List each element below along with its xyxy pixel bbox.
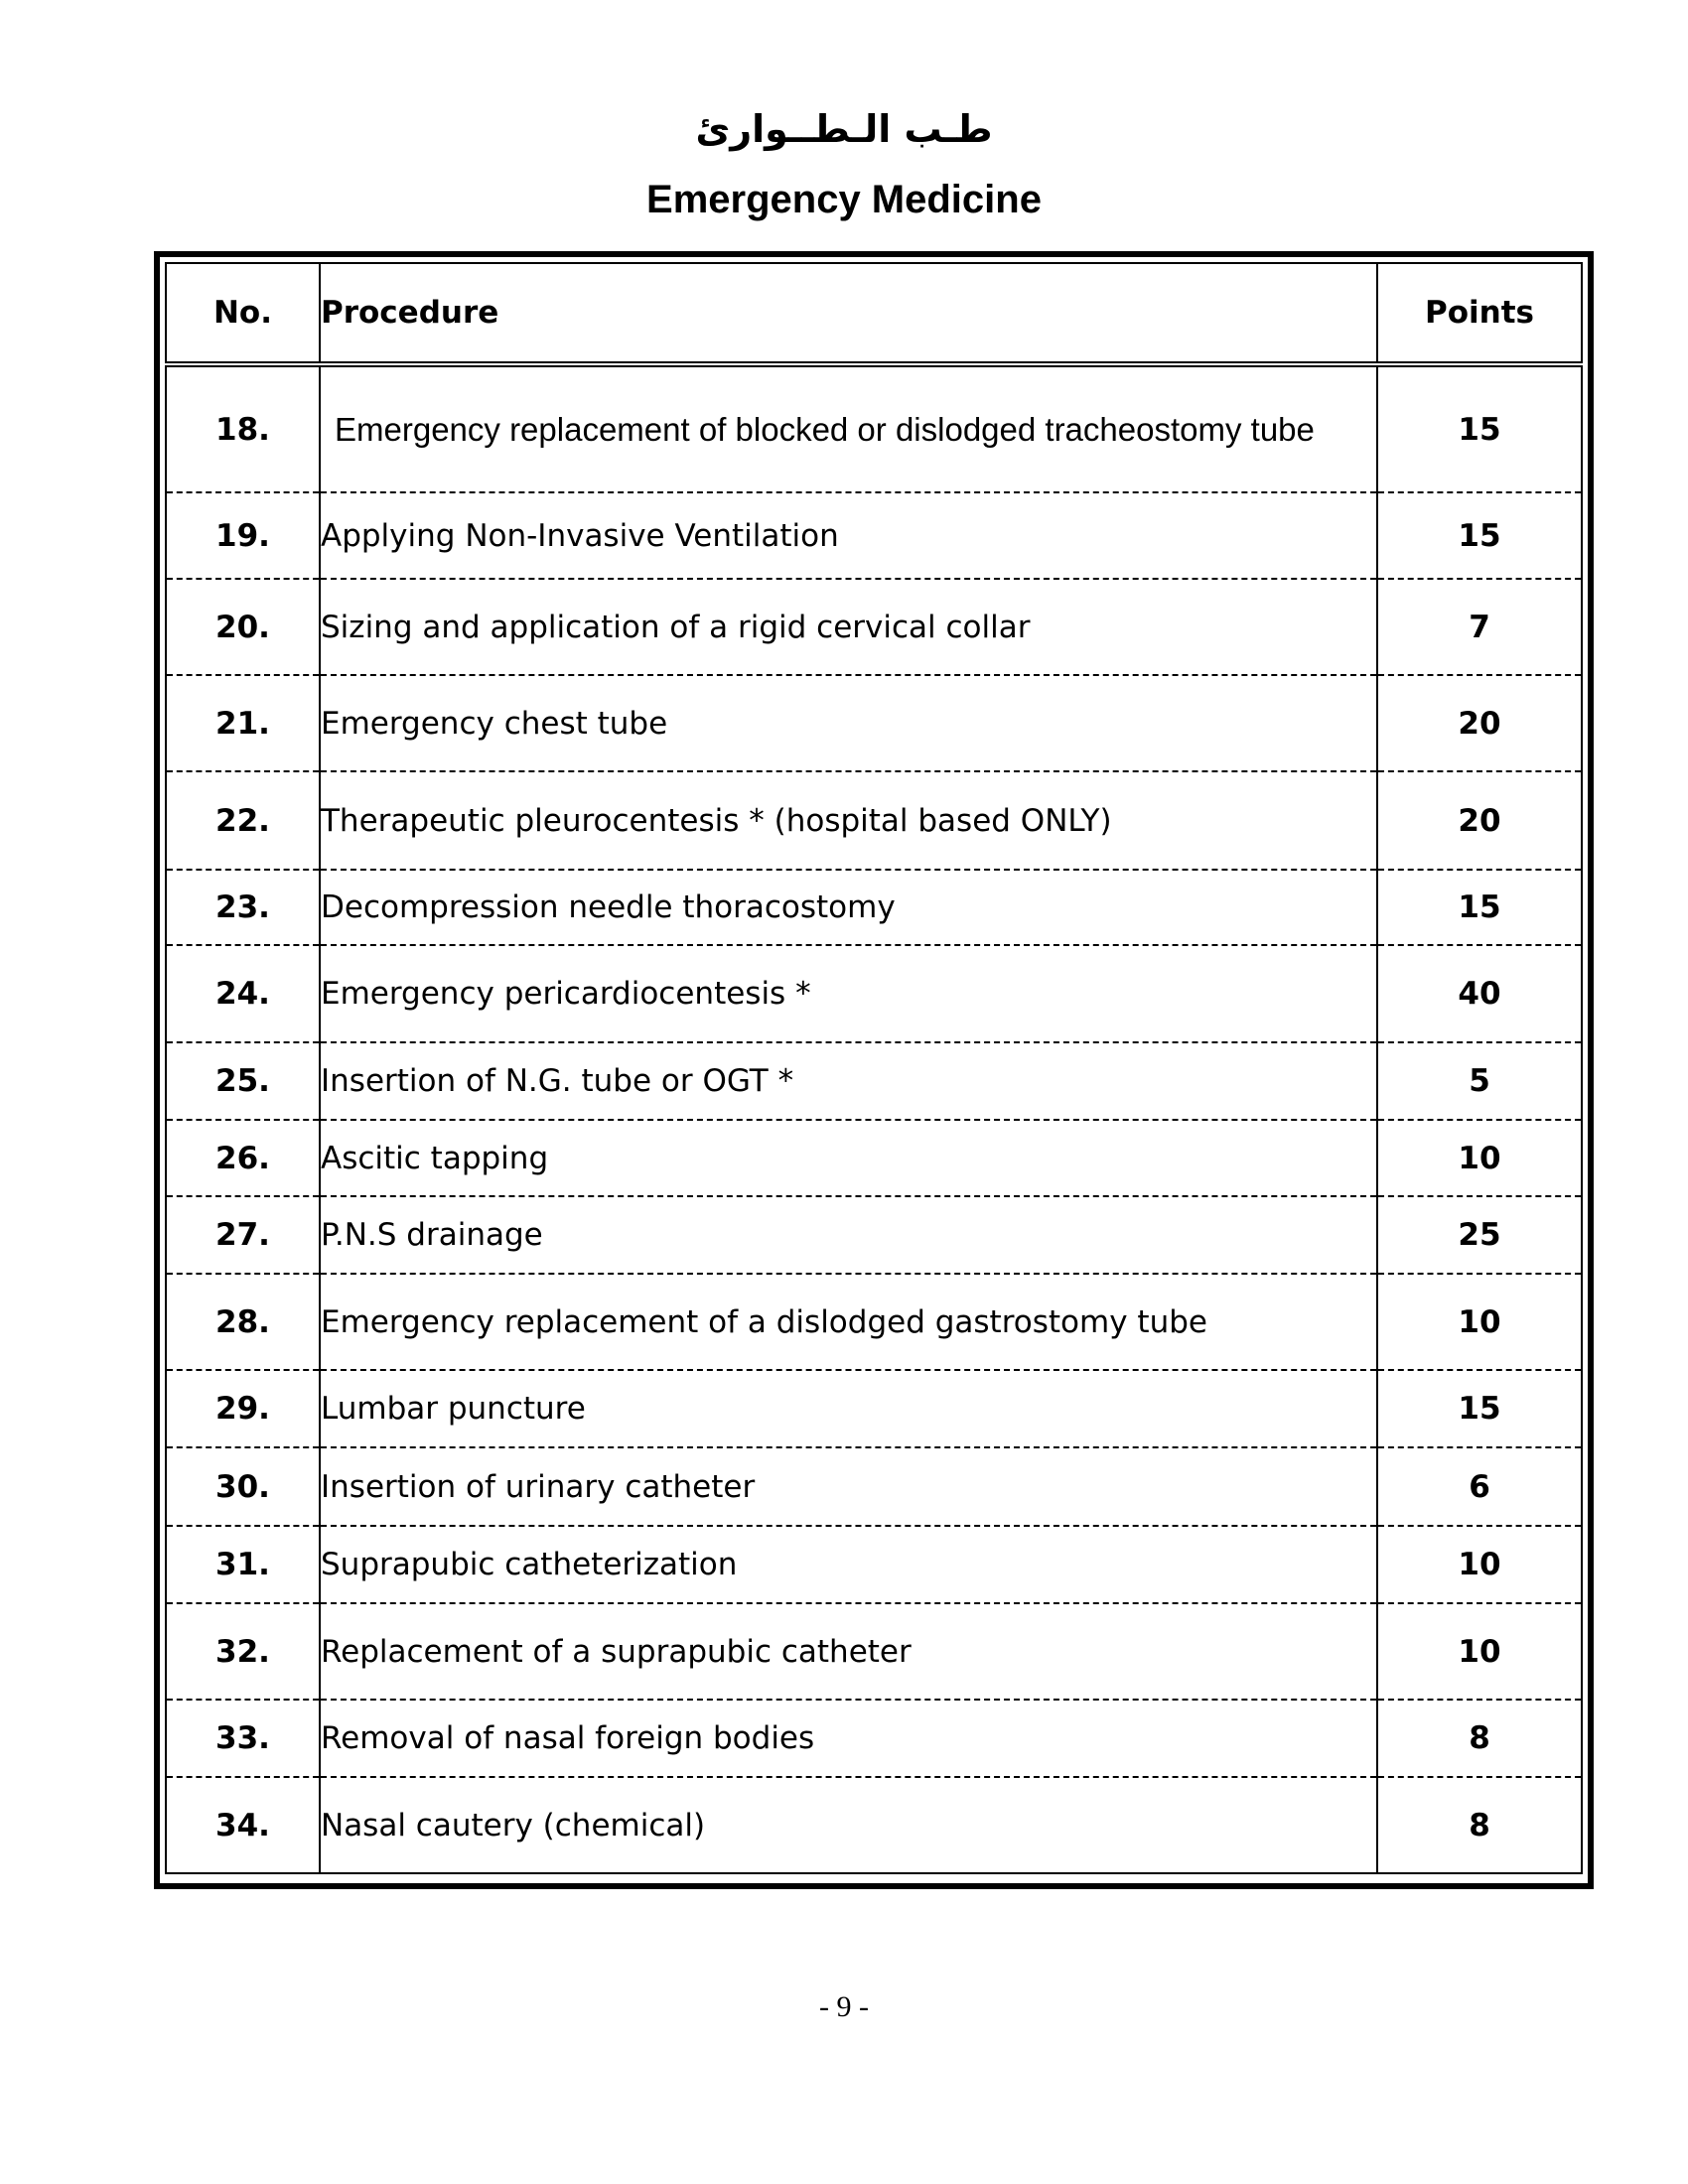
row-number: 20. bbox=[166, 579, 320, 675]
row-points: 6 bbox=[1377, 1447, 1582, 1526]
row-points: 25 bbox=[1377, 1196, 1582, 1274]
row-procedure: Suprapubic catheterization bbox=[320, 1526, 1377, 1603]
row-procedure: Insertion of urinary catheter bbox=[320, 1447, 1377, 1526]
row-procedure: Emergency pericardiocentesis * bbox=[320, 945, 1377, 1042]
row-points: 15 bbox=[1377, 364, 1582, 492]
table-row bbox=[166, 1777, 1582, 1873]
row-number: 32. bbox=[166, 1603, 320, 1700]
table-row bbox=[166, 1526, 1582, 1603]
column-header-procedure: Procedure bbox=[320, 263, 1377, 364]
row-procedure: Applying Non-Invasive Ventilation bbox=[320, 492, 1377, 579]
table-row bbox=[166, 675, 1582, 771]
table-row bbox=[166, 1120, 1582, 1196]
row-number: 26. bbox=[166, 1120, 320, 1196]
row-procedure: Decompression needle thoracostomy bbox=[320, 870, 1377, 945]
row-procedure: Ascitic tapping bbox=[320, 1120, 1377, 1196]
table-row bbox=[166, 492, 1582, 579]
table-row bbox=[166, 1274, 1582, 1370]
row-points: 7 bbox=[1377, 579, 1582, 675]
row-points: 40 bbox=[1377, 945, 1582, 1042]
row-points: 5 bbox=[1377, 1042, 1582, 1120]
row-points: 8 bbox=[1377, 1777, 1582, 1873]
row-number: 23. bbox=[166, 870, 320, 945]
row-points: 20 bbox=[1377, 771, 1582, 870]
row-number: 29. bbox=[166, 1370, 320, 1447]
row-number: 33. bbox=[166, 1700, 320, 1777]
table-row bbox=[166, 1370, 1582, 1447]
table-row bbox=[166, 945, 1582, 1042]
row-number: 22. bbox=[166, 771, 320, 870]
row-procedure: Sizing and application of a rigid cervical collar bbox=[320, 579, 1377, 675]
table-row bbox=[166, 870, 1582, 945]
row-procedure: Insertion of N.G. tube or OGT * bbox=[320, 1042, 1377, 1120]
row-number: 28. bbox=[166, 1274, 320, 1370]
row-number: 24. bbox=[166, 945, 320, 1042]
row-points: 10 bbox=[1377, 1274, 1582, 1370]
table-row bbox=[166, 1447, 1582, 1526]
row-procedure: P.N.S drainage bbox=[320, 1196, 1377, 1274]
table-row bbox=[166, 1603, 1582, 1700]
procedures-table-frame bbox=[154, 251, 1594, 1889]
row-points: 15 bbox=[1377, 1370, 1582, 1447]
row-procedure: Emergency replacement of blocked or dislodged tracheostomy tube bbox=[320, 364, 1377, 492]
row-procedure: Emergency chest tube bbox=[320, 675, 1377, 771]
row-procedure: Replacement of a suprapubic catheter bbox=[320, 1603, 1377, 1700]
row-number: 30. bbox=[166, 1447, 320, 1526]
row-number: 25. bbox=[166, 1042, 320, 1120]
row-procedure: Lumbar puncture bbox=[320, 1370, 1377, 1447]
row-number: 18. bbox=[166, 364, 320, 492]
row-points: 15 bbox=[1377, 870, 1582, 945]
row-points: 10 bbox=[1377, 1526, 1582, 1603]
table-row bbox=[166, 1042, 1582, 1120]
row-points: 15 bbox=[1377, 492, 1582, 579]
row-procedure: Nasal cautery (chemical) bbox=[320, 1777, 1377, 1873]
row-number: 34. bbox=[166, 1777, 320, 1873]
column-header-no: No. bbox=[166, 263, 320, 364]
table-row bbox=[166, 1700, 1582, 1777]
row-procedure: Emergency replacement of a dislodged gastrostomy tube bbox=[320, 1274, 1377, 1370]
row-number: 19. bbox=[166, 492, 320, 579]
page-number: - 9 - bbox=[819, 1990, 869, 2023]
row-number: 27. bbox=[166, 1196, 320, 1274]
row-procedure: Removal of nasal foreign bodies bbox=[320, 1700, 1377, 1777]
row-points: 20 bbox=[1377, 675, 1582, 771]
column-header-points: Points bbox=[1377, 263, 1582, 364]
row-number: 21. bbox=[166, 675, 320, 771]
row-points: 10 bbox=[1377, 1603, 1582, 1700]
row-procedure: Therapeutic pleurocentesis * (hospital based ONLY) bbox=[320, 771, 1377, 870]
row-number: 31. bbox=[166, 1526, 320, 1603]
page-title: Emergency Medicine bbox=[646, 178, 1042, 221]
procedures-table bbox=[165, 262, 1583, 1874]
page-title-arabic: طـب الـطــوارئ bbox=[695, 107, 993, 151]
table-row bbox=[166, 579, 1582, 675]
table-row bbox=[166, 1196, 1582, 1274]
table-row bbox=[166, 771, 1582, 870]
row-points: 8 bbox=[1377, 1700, 1582, 1777]
row-points: 10 bbox=[1377, 1120, 1582, 1196]
table-row bbox=[166, 364, 1582, 492]
table-header-row bbox=[166, 263, 1582, 364]
